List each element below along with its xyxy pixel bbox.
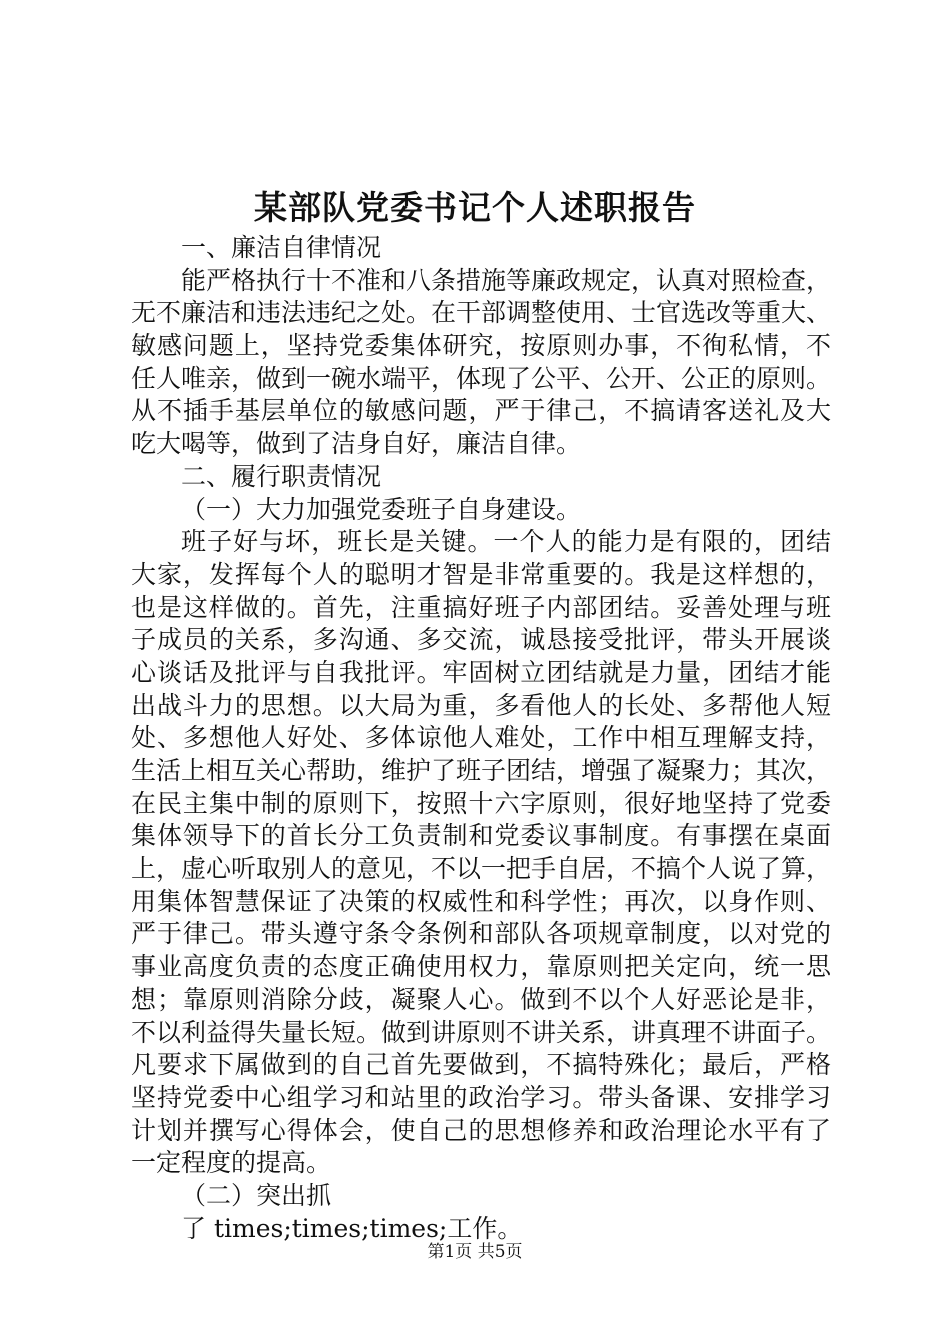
body-line: 二、履行职责情况: [181, 461, 382, 491]
body-line: 不以利益得失量长短。做到讲原则不讲关系，讲真理不讲面子。: [131, 1017, 832, 1047]
body-line: 了 times;times;times;工作。: [181, 1213, 523, 1243]
body-line: 吃大喝等，做到了洁身自好，廉洁自律。: [131, 429, 582, 459]
body-line: 处、多想他人好处、多体谅他人难处，工作中相互理解支持，: [131, 723, 831, 753]
body-line: 计划并撰写心得体会，使自己的思想修养和政治理论水平有了: [131, 1115, 831, 1145]
body-line: （一）大力加强党委班子自身建设。: [181, 494, 582, 524]
body-line: 严于律己。带头遵守条令条例和部队各项规章制度，以对党的: [131, 919, 831, 949]
body-line: 敏感问题上，坚持党委集体研究，按原则办事，不徇私情，不: [131, 331, 831, 361]
body-line: 能严格执行十不准和八条措施等廉政规定，认真对照检查，: [181, 265, 832, 295]
body-line: （二）突出抓: [181, 1180, 332, 1210]
body-line: 在民主集中制的原则下，按照十六字原则，很好地坚持了党委: [131, 788, 831, 818]
body-line: 出战斗力的思想。以大局为重，多看他人的长处、多帮他人短: [131, 690, 831, 720]
body-line: 一、廉洁自律情况: [181, 233, 382, 262]
body-line: 想；靠原则消除分歧，凝聚人心。做到不以个人好恶论是非，: [131, 984, 831, 1014]
body-line: 上，虚心听取别人的意见，不以一把手自居，不搞个人说了算，: [131, 854, 832, 884]
body-line: 心谈话及批评与自我批评。牢固树立团结就是力量，团结才能: [131, 657, 831, 687]
body-line: 无不廉洁和违法违纪之处。在干部调整使用、士官选改等重大、: [131, 298, 832, 328]
body-line: 班子好与坏，班长是关键。一个人的能力是有限的，团结: [181, 527, 831, 557]
body-line: 凡要求下属做到的自己首先要做到，不搞特殊化；最后，严格: [131, 1050, 831, 1080]
body-line: 任人唯亲，做到一碗水端平，体现了公平、公开、公正的原则。: [131, 363, 832, 393]
body-line: 一定程度的提高。: [131, 1148, 332, 1178]
document-title: 某部队党委书记个人述职报告: [254, 188, 696, 227]
body-line: 坚持党委中心组学习和站里的政治学习。带头备课、安排学习: [131, 1082, 831, 1112]
body-line: 事业高度负责的态度正确使用权力，靠原则把关定向，统一思: [131, 952, 831, 982]
page-footer: 第1页 共5页: [427, 1242, 523, 1262]
document-body: [131, 232, 831, 1245]
body-line: 也是这样做的。首先，注重搞好班子内部团结。妥善处理与班: [131, 592, 831, 622]
body-line: 用集体智慧保证了决策的权威性和科学性；再次，以身作则、: [131, 886, 831, 916]
body-line: 集体领导下的首长分工负责制和党委议事制度。有事摆在桌面: [131, 821, 831, 851]
body-line: 大家，发挥每个人的聪明才智是非常重要的。我是这样想的，: [131, 559, 831, 589]
body-line: 从不插手基层单位的敏感问题，严于律己，不搞请客送礼及大: [131, 396, 831, 426]
body-line: 生活上相互关心帮助，维护了班子团结，增强了凝聚力；其次，: [131, 756, 832, 785]
body-line: 子成员的关系，多沟通、多交流，诚恳接受批评，带头开展谈: [131, 625, 831, 655]
